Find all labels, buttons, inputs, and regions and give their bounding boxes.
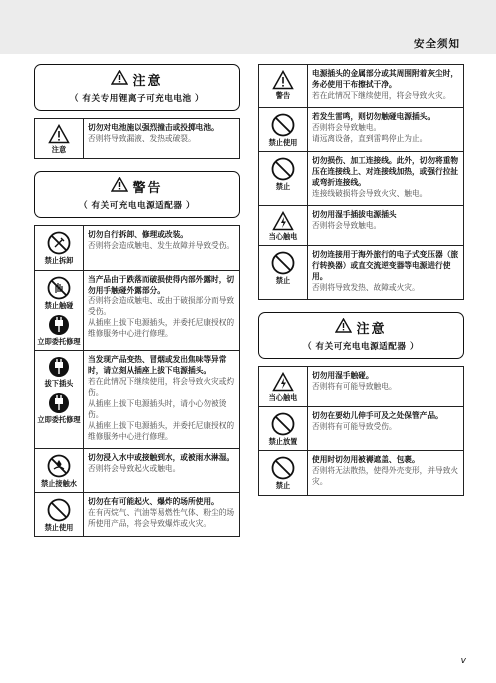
row-note: 请远离设备，直到雷鸣停止为止。 [312,133,428,143]
prohibited-icon [271,456,295,480]
icon-label: 禁止 [275,182,291,192]
warning-triangle-icon [111,70,128,89]
table-row [259,246,463,299]
icon-label: 禁止使用 [268,137,298,147]
icon-label: 注意 [51,145,67,154]
row-note: 否则将导致发热、故障或火灾。 [312,282,420,292]
header-title: 安全须知 [414,38,460,50]
prohibited-icon [47,498,71,522]
left-column [34,64,240,537]
row-heading: 切勿在要幼儿伸手可及之处保管产品。 [312,411,443,421]
no-disassembly-icon [47,231,71,255]
table-row [35,271,239,352]
row-heading: 当产品由于跌落而破损使得内部外露时，切勿用手触碰外露部分。 [88,274,235,295]
warning-subtitle: （ 有关可充电电源适配器 ） [78,201,196,212]
table-row [259,407,463,451]
table-row [259,367,463,407]
icon-label: 立即委托修理 [37,336,81,346]
icon-label: 警告 [275,91,291,100]
caution-title: 注意 [132,74,163,89]
row-heading: 切勿在有可能起火、爆炸的场所使用。 [88,496,219,506]
row-note: 否则将会导致触电。 [312,122,382,132]
prohibited-icon [271,251,295,275]
row-heading: 切勿连接用于海外旅行的电子式变压器（旅行转换器）或直交流逆变器等电源进行使用。 [312,250,459,281]
table-row [35,226,239,270]
warning-title: 警告 [132,181,163,197]
unplug-repair-icon [48,314,70,336]
table-row [259,152,463,206]
table-row [259,206,463,246]
row-note: 否则将会导致起火或触电。 [88,463,181,473]
electric-shock-icon [272,372,294,392]
row-note: 从插座上拔下电源插头时，请小心勿被烫伤。 [88,398,227,419]
row-note: 若在此情况下继续使用，将会导致火灾。 [312,90,451,100]
warning-title-box [34,171,240,218]
row-note: 在有丙烷气、汽油等易燃性气体、粉尘的场所使用产品，将会导致爆炸或火灾。 [88,507,235,528]
caution-table-adapter [258,366,464,496]
row-heading: 电源插头的金属部分或其周围附着灰尘时，务必使用干布擦拭干净。 [312,69,459,89]
prohibited-icon [271,157,295,181]
table-row [259,65,463,108]
row-note: 否则将无法散热，使得外壳变形，并导致火灾。 [312,466,459,487]
icon-label: 拔下插头 [44,379,74,389]
row-note: 连接线破损将会导致火灾、触电。 [312,188,428,198]
no-touch-icon [47,276,71,300]
row-note: 否则将有可能导致触电。 [312,381,397,391]
warning-table-continued [258,64,464,300]
row-note: 否则将会导致触电。 [312,220,382,230]
warning-table [34,225,240,537]
warning-triangle-icon [272,70,294,90]
row-note: 否则将导致漏液、发热或破裂。 [88,133,196,143]
electric-shock-icon [272,211,294,231]
prohibited-icon [271,113,295,137]
row-heading: 切勿自行拆卸、修理或改装。 [88,230,188,240]
right-column [258,64,464,496]
icon-label: 当心触电 [268,392,298,402]
row-heading: 使用时切勿用被褥遮盖、包裹。 [312,455,420,465]
row-note: 否则将会造成触电、发生故障并导致受伤。 [88,241,235,251]
row-heading: 当发现产品变热、冒烟或发出焦味等异常时，请立刻从插座上拔下电源插头。 [88,355,227,376]
no-water-icon [47,454,71,478]
row-heading: 切勿损伤、加工连接线。此外，切勿将重物压在连接线上、对连接线加热，或强行拉扯或弯折连接线。 [312,156,459,187]
icon-label: 禁止接触水 [41,478,77,488]
row-heading: 切勿对电池施以强烈撞击或投掷电池。 [88,123,219,132]
caution-subtitle: （ 有关可充电电源适配器 ） [302,341,420,352]
page-header [0,0,496,54]
warning-triangle-icon [335,318,352,337]
table-row [35,119,239,158]
prohibited-icon [271,412,295,436]
table-row [35,351,239,449]
caution-title: 注意 [356,321,387,337]
page-number: v [460,656,466,666]
caution-title-box-adapter [258,312,464,359]
icon-label: 禁止使用 [44,522,74,532]
icon-label: 禁止触碰 [44,300,74,310]
row-note: 否则将有可能导致受伤。 [312,422,397,432]
row-heading: 切勿用湿手触碰。 [312,370,374,380]
caution-table [34,118,240,159]
icon-label: 立即委托修理 [37,415,81,425]
table-row [259,451,463,494]
unplug-icon [48,356,70,378]
row-heading: 切勿用湿手插拔电源插头 [312,209,397,219]
row-heading: 切勿浸入水中或接触到水，或被雨水淋湿。 [88,452,235,462]
row-note: 否则将会造成触电、或由于破损部分而导致受伤。 [88,296,235,317]
icon-label: 禁止拆卸 [44,256,74,266]
warning-triangle-icon [111,177,128,196]
table-row [35,493,239,536]
row-note: 若在此情况下继续使用，将会导致火灾或灼伤。 [88,377,235,397]
caution-title-box [34,64,240,111]
table-row [35,449,239,493]
icon-label: 禁止 [275,276,291,286]
icon-label: 当心触电 [268,231,298,241]
table-row [259,108,463,152]
icon-label: 禁止放置 [268,437,298,447]
row-note: 从插座上拔下电源插头，并委托尼康授权的维修服务中心进行修理。 [88,420,235,441]
warning-triangle-icon [48,124,70,144]
icon-label: 禁止 [275,481,291,491]
caution-subtitle: （ 有关专用锂离子可充电电池 ） [69,94,205,104]
row-heading: 若发生雷鸣，则切勿触碰电源插头。 [312,111,436,121]
unplug-repair-icon [48,392,70,414]
row-note: 从插座上拔下电源插头，并委托尼康授权的维修服务中心进行修理。 [88,318,235,339]
